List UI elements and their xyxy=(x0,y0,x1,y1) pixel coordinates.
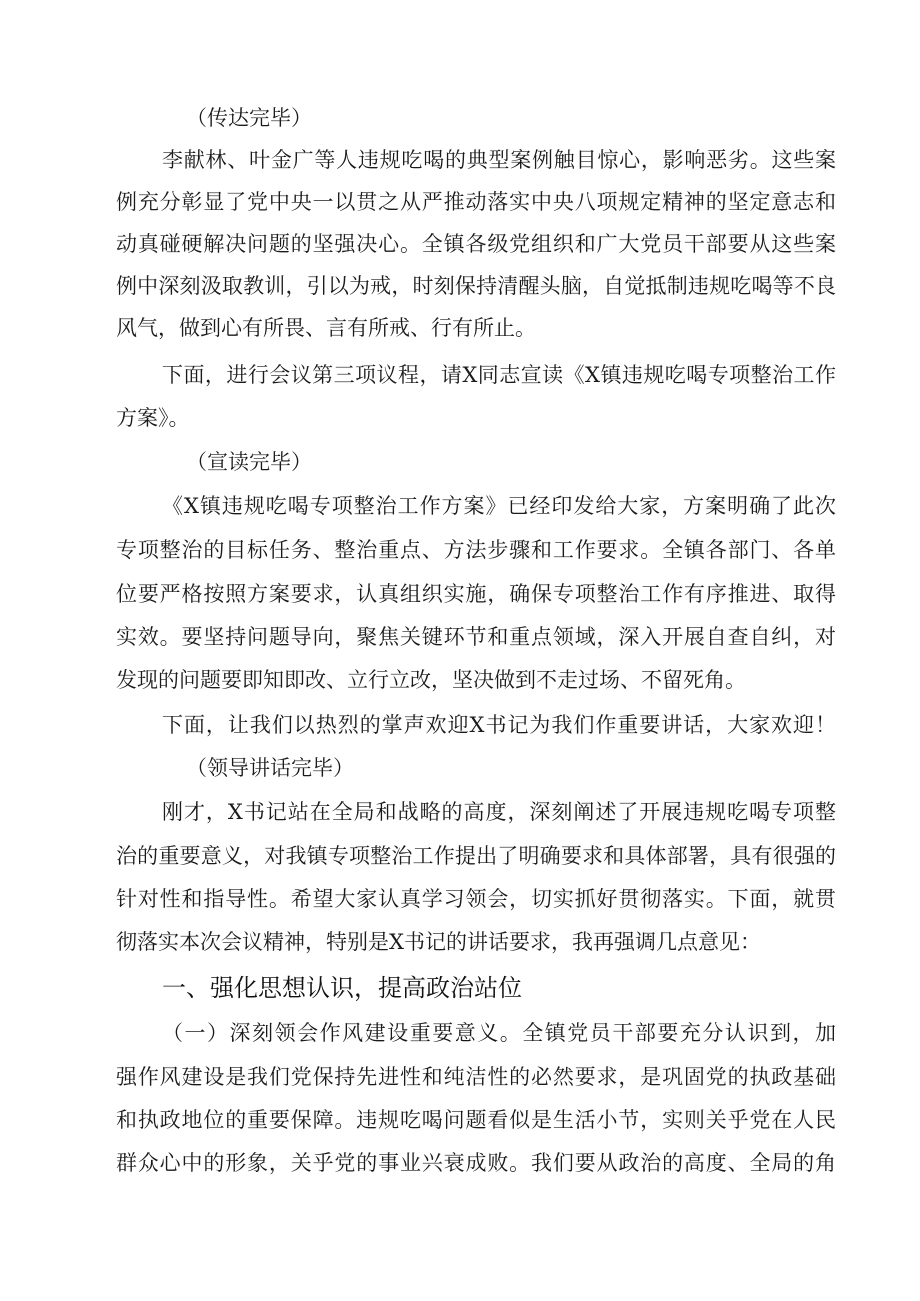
paragraph-line: 专项整治的目标任务、整治重点、方法步骤和工作要求。全镇各部门、各单 xyxy=(116,538,836,562)
stage-note: （传达完毕） xyxy=(186,106,312,130)
paragraph-line: 例中深刻汲取教训，引以为戒，时刻保持清醒头脑，自觉抵制违规吃喝等不良 xyxy=(116,274,836,298)
paragraph-line: 李献林、叶金广等人违规吃喝的典型案例触目惊心，影响恶劣。这些案 xyxy=(162,148,836,172)
paragraph-line: 发现的问题要即知即改、立行立改，坚决做到不走过场、不留死角。 xyxy=(116,668,746,692)
paragraph-line: 例充分彰显了党中央一以贯之从严推动落实中央八项规定精神的坚定意志和 xyxy=(116,190,836,214)
paragraph-line: 位要严格按照方案要求，认真组织实施，确保专项整治工作有序推进、取得 xyxy=(116,582,836,606)
paragraph-line: 《X镇违规吃喝专项整治工作方案》已经印发给大家，方案明确了此次 xyxy=(162,494,836,518)
section-heading: 一、强化思想认识，提高政治站位 xyxy=(162,974,522,1002)
paragraph-line: 下面，进行会议第三项议程，请X同志宣读《X镇违规吃喝专项整治工作 xyxy=(162,363,836,387)
paragraph-line: 针对性和指导性。希望大家认真学习领会，切实抓好贯彻落实。下面，就贯 xyxy=(116,887,836,911)
paragraph-line: （一）深刻领会作风建设重要意义。全镇党员干部要充分认识到，加 xyxy=(162,1021,836,1045)
paragraph-line: 治的重要意义，对我镇专项整治工作提出了明确要求和具体部署，具有很强的 xyxy=(116,844,836,868)
paragraph-line: 实效。要坚持问题导向，聚焦关键环节和重点领域，深入开展自查自纠，对 xyxy=(116,625,836,649)
stage-note: （领导讲话完毕） xyxy=(186,756,354,780)
paragraph-line: 下面，让我们以热烈的掌声欢迎X书记为我们作重要讲话，大家欢迎！ xyxy=(162,713,836,737)
paragraph-line: 强作风建设是我们党保持先进性和纯洁性的必然要求，是巩固党的执政基础 xyxy=(116,1065,836,1089)
paragraph-line: 彻落实本次会议精神，特别是X书记的讲话要求，我再强调几点意见： xyxy=(116,930,761,954)
stage-note: （宣读完毕） xyxy=(186,450,312,474)
paragraph-line xyxy=(116,1186,836,1226)
paragraph-line: 风气，做到心有所畏、言有所戒、行有所止。 xyxy=(116,316,536,340)
paragraph-line: 方案》。 xyxy=(116,406,190,430)
paragraph-line: 刚才，X书记站在全局和战略的高度，深刻阐述了开展违规吃喝专项整 xyxy=(162,800,836,824)
paragraph-line: 和执政地位的重要保障。违规吃喝问题看似是生活小节，实则关乎党在人民 xyxy=(116,1108,836,1132)
paragraph-line: 群众心中的形象，关乎党的事业兴衰成败。我们要从政治的高度、全局的角 xyxy=(116,1151,836,1175)
paragraph-line: 动真碰硬解决问题的坚强决心。全镇各级党组织和广大党员干部要从这些案 xyxy=(116,232,836,256)
